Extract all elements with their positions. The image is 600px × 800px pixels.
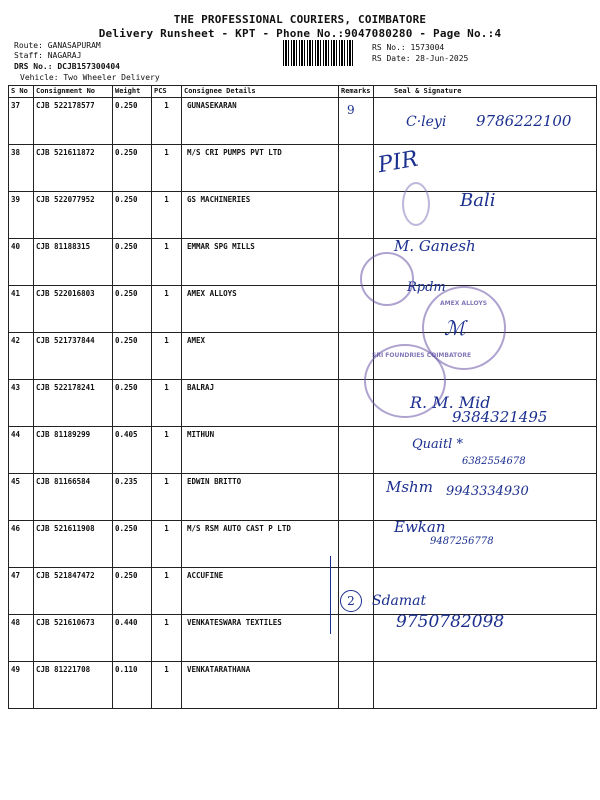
pen-line — [330, 556, 331, 634]
signature-44: R. M. Mid — [410, 393, 491, 412]
signature-45: Quaitl * — [412, 437, 463, 452]
cell-sno: 41 — [9, 286, 34, 333]
cell-remarks — [339, 662, 374, 709]
signature-39: Bali — [460, 190, 496, 211]
cell-pcs: 1 — [152, 521, 182, 568]
cell-pcs: 1 — [152, 192, 182, 239]
cell-consignee: AMEX ALLOYS — [182, 286, 339, 333]
phone-49: 9750782098 — [396, 612, 505, 632]
runsheet-subtitle: Delivery Runsheet - KPT - Phone No.:9047080280 - Page No.:4 — [98, 27, 502, 40]
table-row — [9, 615, 597, 662]
vehicle-label: Vehicle: Two Wheeler Delivery — [20, 73, 160, 82]
cell-consignee: VENKATESWARA TEXTILES — [182, 615, 339, 662]
cell-weight: 0.235 — [113, 474, 152, 521]
cell-sno: 49 — [9, 662, 34, 709]
rs-number: RS No.: 1573004 — [372, 43, 445, 52]
cell-remarks — [339, 427, 374, 474]
cell-pcs: 1 — [152, 98, 182, 145]
table-row — [9, 286, 597, 333]
col-header-sno: S No — [9, 86, 34, 98]
cell-weight: 0.405 — [113, 427, 152, 474]
col-header-consignment: Consignment No — [34, 86, 113, 98]
table-row — [9, 145, 597, 192]
table-row — [9, 521, 597, 568]
cell-pcs: 1 — [152, 474, 182, 521]
stamp-41 — [360, 252, 414, 306]
cell-consignment-no: CJB 521611872 — [34, 145, 113, 192]
phone-47: 9487256778 — [430, 536, 494, 547]
cell-weight: 0.250 — [113, 568, 152, 615]
cell-remarks — [339, 521, 374, 568]
cell-sno: 48 — [9, 615, 34, 662]
staff-label: Staff: NAGARAJ — [14, 51, 82, 60]
col-header-signature: Seal & Signature — [374, 86, 597, 98]
cell-consignee: EDWIN BRITTO — [182, 474, 339, 521]
signature-37: C·leyi — [406, 114, 447, 130]
cell-sno: 42 — [9, 333, 34, 380]
signature-42: ℳ — [444, 316, 466, 340]
cell-consignment-no: CJB 521610673 — [34, 615, 113, 662]
company-title: THE PROFESSIONAL COURIERS, COIMBATORE — [173, 13, 427, 26]
table-row — [9, 333, 597, 380]
drs-label: DRS No.: DCJB157300404 — [14, 62, 120, 71]
cell-consignee: BALRAJ — [182, 380, 339, 427]
stamp-42-text: AMEX ALLOYS — [440, 300, 488, 307]
cell-pcs: 1 — [152, 662, 182, 709]
cell-consignment-no: CJB 522178241 — [34, 380, 113, 427]
remark-37: 9 — [347, 103, 355, 117]
cell-consignment-no: CJB 521611908 — [34, 521, 113, 568]
cell-consignment-no: CJB 522077952 — [34, 192, 113, 239]
cell-pcs: 1 — [152, 380, 182, 427]
cell-pcs: 1 — [152, 333, 182, 380]
cell-consignee: GUNASEKARAN — [182, 98, 339, 145]
cell-weight: 0.250 — [113, 521, 152, 568]
col-header-remarks: Remarks — [339, 86, 374, 98]
cell-consignee: AMEX — [182, 333, 339, 380]
cell-consignee: MITHUN — [182, 427, 339, 474]
cell-remarks — [339, 192, 374, 239]
signature-38: PIR — [376, 146, 420, 179]
cell-consignment-no: CJB 81189299 — [34, 427, 113, 474]
phone-46: 9943334930 — [446, 484, 529, 499]
cell-signature — [374, 662, 597, 709]
stamp-39 — [402, 182, 430, 226]
stamp-43-text: SRI FOUNDRIES COIMBATORE — [372, 352, 472, 359]
cell-weight: 0.250 — [113, 286, 152, 333]
cell-pcs: 1 — [152, 427, 182, 474]
phone-37: 9786222100 — [476, 112, 572, 130]
cell-weight: 0.250 — [113, 192, 152, 239]
cell-consignment-no: CJB 522016803 — [34, 286, 113, 333]
cell-sno: 40 — [9, 239, 34, 286]
cell-consignment-no: CJB 522178577 — [34, 98, 113, 145]
cell-consignment-no: CJB 81188315 — [34, 239, 113, 286]
signature-40: M. Ganesh — [394, 237, 476, 255]
route-label: Route: GANASAPURAM — [14, 41, 101, 50]
col-header-weight: Weight — [113, 86, 152, 98]
phone-45: 6382554678 — [462, 456, 526, 467]
cell-consignee: VENKATARATHANA — [182, 662, 339, 709]
remark-49: 2 — [340, 590, 362, 612]
cell-consignee: EMMAR SPG MILLS — [182, 239, 339, 286]
cell-sno: 45 — [9, 474, 34, 521]
table-row — [9, 192, 597, 239]
cell-sno: 38 — [9, 145, 34, 192]
runsheet-table — [8, 85, 597, 709]
cell-sno: 47 — [9, 568, 34, 615]
cell-pcs: 1 — [152, 568, 182, 615]
cell-consignment-no: CJB 81221708 — [34, 662, 113, 709]
table-row — [9, 568, 597, 615]
cell-sno: 43 — [9, 380, 34, 427]
signature-49: Sdamat — [372, 593, 427, 609]
cell-remarks — [339, 145, 374, 192]
phone-44: 9384321495 — [452, 408, 548, 426]
rs-date: RS Date: 28-Jun-2025 — [372, 54, 469, 63]
table-header-row — [9, 86, 597, 98]
cell-pcs: 1 — [152, 239, 182, 286]
cell-consignee: M/S RSM AUTO CAST P LTD — [182, 521, 339, 568]
col-header-consignee: Consignee Details — [182, 86, 339, 98]
table-row — [9, 239, 597, 286]
cell-pcs: 1 — [152, 145, 182, 192]
cell-remarks — [339, 615, 374, 662]
cell-pcs: 1 — [152, 615, 182, 662]
col-header-pcs: PCS — [152, 86, 182, 98]
table-row — [9, 662, 597, 709]
cell-sno: 37 — [9, 98, 34, 145]
cell-weight: 0.250 — [113, 333, 152, 380]
cell-consignment-no: CJB 521737844 — [34, 333, 113, 380]
cell-weight: 0.110 — [113, 662, 152, 709]
cell-weight: 0.250 — [113, 380, 152, 427]
cell-consignee: ACCUFINE — [182, 568, 339, 615]
drs-barcode — [283, 40, 355, 66]
cell-weight: 0.250 — [113, 98, 152, 145]
cell-weight: 0.250 — [113, 239, 152, 286]
cell-sno: 46 — [9, 521, 34, 568]
cell-remarks — [339, 98, 374, 145]
cell-consignment-no: CJB 81166584 — [34, 474, 113, 521]
cell-consignment-no: CJB 521847472 — [34, 568, 113, 615]
cell-sno: 39 — [9, 192, 34, 239]
cell-consignee: M/S CRI PUMPS PVT LTD — [182, 145, 339, 192]
cell-weight: 0.250 — [113, 145, 152, 192]
signature-47: Ewkan — [394, 518, 446, 536]
signature-46: Mshm — [386, 478, 433, 496]
cell-pcs: 1 — [152, 286, 182, 333]
cell-sno: 44 — [9, 427, 34, 474]
cell-consignee: GS MACHINERIES — [182, 192, 339, 239]
cell-weight: 0.440 — [113, 615, 152, 662]
cell-remarks — [339, 474, 374, 521]
signature-41: Rpdm — [407, 280, 446, 295]
